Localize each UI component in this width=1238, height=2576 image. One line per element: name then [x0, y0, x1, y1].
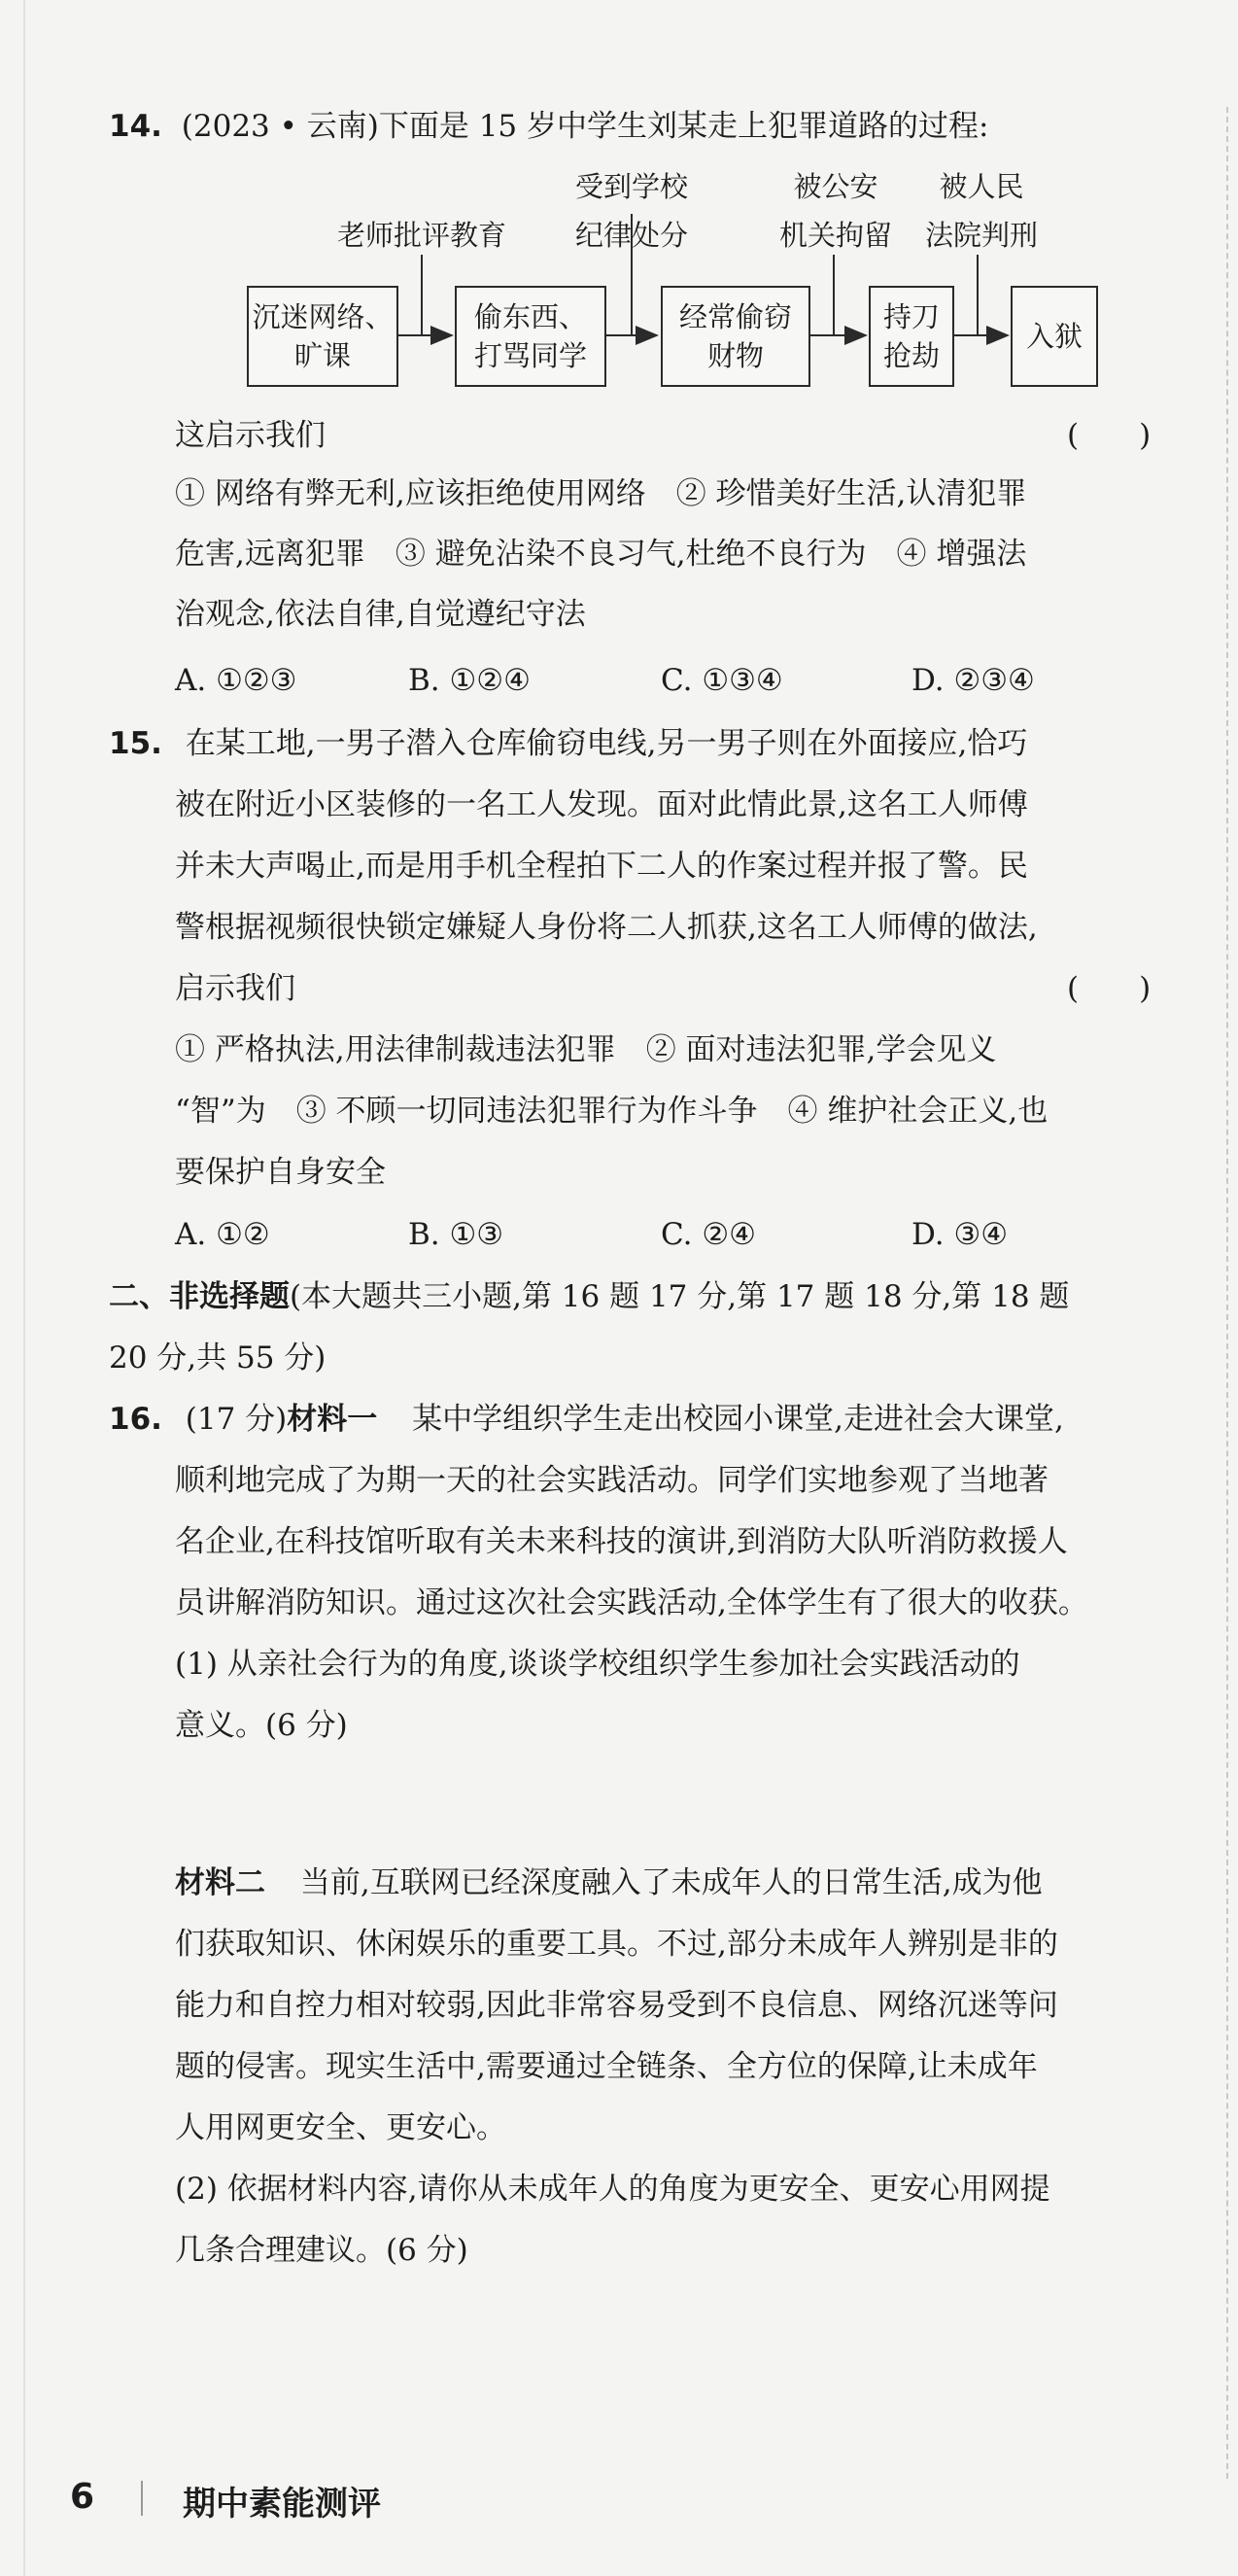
- flow-label-3-line2: 机关拘留: [778, 219, 892, 252]
- q15-stem-text: 警根据视频很快锁定嫌疑人身份将二人抓获,这名工人师傅的做法,: [175, 910, 1038, 945]
- material-2-first-line: [175, 1863, 1043, 1902]
- material-2-text: 当前,互联网已经深度融入了未成年人的日常生活,成为他: [299, 1865, 1043, 1900]
- sub-question-2: 几条合理建议。(6 分): [175, 2233, 468, 2268]
- section-2-heading: [109, 1277, 1069, 1316]
- q14-answer-paren[interactable]: ( ): [1067, 418, 1152, 453]
- flow-box-3-line1: 经常偷窃: [678, 300, 792, 333]
- q15-answer-paren[interactable]: ( ): [1067, 971, 1152, 1006]
- footer-divider: [141, 2481, 143, 2516]
- flow-label-2-line1: 受到学校: [574, 170, 688, 203]
- flow-label-1: 老师批评教育: [336, 219, 506, 252]
- q15-statement-line: ① 严格执法,用法律制裁违法犯罪 ② 面对违法犯罪,学会见义: [175, 1032, 997, 1067]
- material-1-text: 某中学组织学生走出校园小课堂,走进社会大课堂,: [412, 1402, 1064, 1437]
- flow-label-3-line1: 被公安: [793, 170, 878, 203]
- flow-box-1-line1: 沉迷网络、: [252, 300, 394, 333]
- q14-option-a[interactable]: A. ①②③: [175, 663, 297, 698]
- flow-label-4-line1: 被人民: [939, 170, 1024, 203]
- flow-box-2: [455, 286, 606, 387]
- q14-option-c[interactable]: C. ①③④: [661, 663, 783, 698]
- material-2-label: 材料二: [175, 1865, 265, 1900]
- q15-stem-text: 在某工地,一男子潜入仓库偷窃电线,另一男子则在外面接应,恰巧: [185, 726, 1028, 761]
- q14-number: 14.: [109, 109, 162, 144]
- section-2-note: (本大题共三小题,第 16 题 17 分,第 17 题 18 分,第 18 题: [290, 1279, 1070, 1314]
- q15-option-a[interactable]: A. ①②: [175, 1217, 270, 1252]
- q15-statement-line: “智”为 ③ 不顾一切同违法犯罪行为作斗争 ④ 维护社会正义,也: [175, 1094, 1049, 1129]
- section-2-title: 二、非选择题: [109, 1279, 290, 1314]
- flow-box-3-line2: 财物: [706, 339, 764, 372]
- flow-box-4-line1: 持刀: [882, 300, 940, 333]
- q14-statement-line: ① 网络有弊无利,应该拒绝使用网络 ② 珍惜美好生活,认清犯罪: [175, 476, 1027, 511]
- material-2-text: 能力和自控力相对较弱,因此非常容易受到不良信息、网络沉迷等问: [175, 1988, 1058, 2023]
- flow-label-4-line2: 法院判刑: [924, 219, 1038, 252]
- flow-box-2-line2: 打骂同学: [473, 339, 587, 372]
- footer-title: 期中素能测评: [183, 2485, 381, 2524]
- sub-question-2: (2) 依据材料内容,请你从未成年人的角度为更安全、更安心用网提: [175, 2172, 1050, 2207]
- q14-stem: (2023 • 云南)下面是 15 岁中学生刘某走上犯罪道路的过程:: [181, 109, 989, 144]
- q14-option-d[interactable]: D. ②③④: [911, 663, 1035, 698]
- material-1-text: 员讲解消防知识。通过这次社会实践活动,全体学生有了很大的收获。: [175, 1585, 1088, 1620]
- material-2-text: 人用网更安全、更安心。: [175, 2110, 506, 2145]
- q15-number: 15.: [109, 726, 162, 761]
- flow-box-3: [661, 286, 810, 387]
- q16-header: [109, 1400, 1064, 1439]
- material-1-label: 材料一: [287, 1402, 378, 1437]
- q14-prompt: 这启示我们: [175, 418, 326, 453]
- page-number: 6: [70, 2477, 95, 2517]
- q15-option-d[interactable]: D. ③④: [911, 1217, 1009, 1252]
- material-1-text: 顺利地完成了为期一天的社会实践活动。同学们实地参观了当地著: [175, 1463, 1049, 1498]
- material-1-text: 名企业,在科技馆听取有关未来科技的演讲,到消防大队听消防救援人: [175, 1524, 1068, 1559]
- sub-question-1: 意义。(6 分): [175, 1708, 348, 1743]
- flow-box-2-line1: 偷东西、: [473, 300, 587, 333]
- flow-box-1: [247, 286, 398, 387]
- flow-box-5-line1: 入狱: [1025, 320, 1083, 353]
- q16-number: 16.: [109, 1402, 162, 1437]
- flow-box-4: [869, 286, 954, 387]
- q15-option-b[interactable]: B. ①③: [408, 1217, 504, 1252]
- q14-statement-line: 治观念,依法自律,自觉遵纪守法: [175, 597, 586, 632]
- q15-stem-text: 并未大声喝止,而是用手机全程拍下二人的作案过程并报了警。民: [175, 849, 1028, 884]
- flow-label-2-line2: 纪律处分: [574, 219, 688, 252]
- flow-box-5: [1011, 286, 1098, 387]
- flow-box-1-line2: 旷课: [293, 339, 351, 372]
- flow-box-4-line2: 抢劫: [882, 339, 940, 372]
- q15-stem-text: 被在附近小区装修的一名工人发现。面对此情此景,这名工人师傅: [175, 787, 1028, 822]
- sub-question-1: (1) 从亲社会行为的角度,谈谈学校组织学生参加社会实践活动的: [175, 1647, 1020, 1682]
- q16-score: (17 分): [185, 1402, 288, 1437]
- q15-statement-line: 要保护自身安全: [175, 1155, 386, 1190]
- q15-option-c[interactable]: C. ②④: [661, 1217, 756, 1252]
- q15-line-1: [109, 724, 1027, 763]
- q14-option-b[interactable]: B. ①②④: [408, 663, 531, 698]
- q15-stem-text: 启示我们: [175, 971, 295, 1006]
- material-2-text: 们获取知识、休闲娱乐的重要工具。不过,部分未成年人辨别是非的: [175, 1927, 1058, 1962]
- material-2-text: 题的侵害。现实生活中,需要通过全链条、全方位的保障,让未成年: [175, 2049, 1038, 2084]
- section-2-note: 20 分,共 55 分): [109, 1340, 327, 1375]
- q14-statement-line: 危害,远离犯罪 ③ 避免沾染不良习气,杜绝不良行为 ④ 增强法: [175, 537, 1027, 572]
